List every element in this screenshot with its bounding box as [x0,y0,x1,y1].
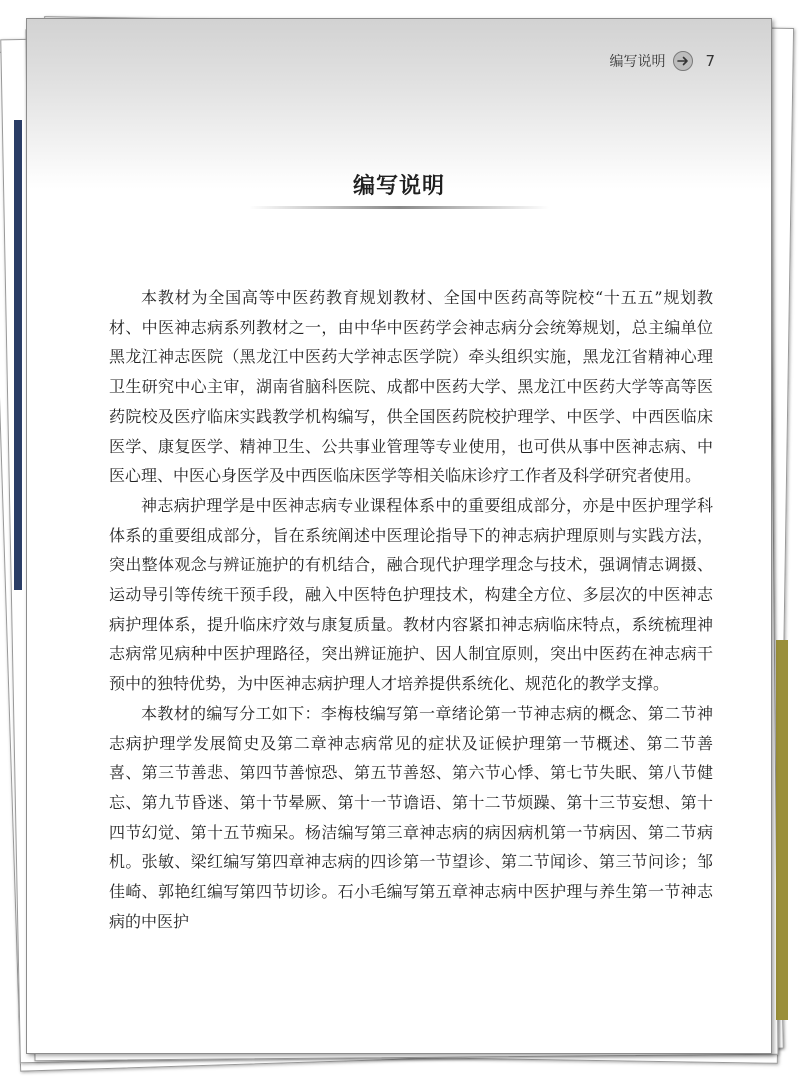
cover-edge [776,640,788,1020]
running-head-title: 编写说明 [609,54,666,70]
body-text [109,283,713,936]
paragraph: 本教材的编写分工如下：李梅枝编写第一章绪论第一节神志病的概念、第二节神志病护理学发展简史及第二章神志病常见的症状及证候护理第一节概述、第二节善喜、第三节善悲、第四节善惊恐、第五节善怒、第六节心悸、第七节失眠、第八节健忘、第九节昏迷、第十节晕厥、第十一节谵语、第十二节烦躁、第十三节妄想、第十四节幻觉、第十五节痴呆。杨洁编写第三章神志病的病因病机第一节病因、第二节病机。张敏、梁红编写第四章神志病的四诊第一节望诊、第二节闻诊、第三节问诊；邹佳崎、郭艳红编写第四节切诊。石小毛编写第五章神志病中医护理与养生第一节神志病的中医护 [109,703,713,931]
page-number: 7 [705,52,715,70]
title-underline [249,206,549,209]
running-head [609,51,715,71]
header-band [27,19,771,189]
title-block [27,169,771,209]
chapter-title: 编写说明 [352,174,445,199]
paragraph: 本教材为全国高等中医药教育规划教材、全国中医药高等院校“十五五”规划教材、中医神志病系列教材之一，由中华中医药学会神志病分会统筹规划，总主编单位黑龙江神志医院（黑龙江中医药大学神志医学院）牵头组织实施，黑龙江省精神心理卫生研究中心主审，湖南省脑科医院、成都中医药大学、黑龙江中医药大学等高等医药院校及医疗临床实践教学机构编写，供全国医药院校护理学、中医学、中西医临床医学、康复医学、精神卫生、公共事业管理等专业使用，也可供从事中医神志病、中医心理、中医心身医学及中西医临床医学等相关临床诊疗工作者及科学研究者使用。 [109,288,713,486]
paragraph: 神志病护理学是中医神志病专业课程体系中的重要组成部分，亦是中医护理学科体系的重要组成部分，旨在系统阐述中医理论指导下的神志病护理原则与实践方法，突出整体观念与辨证施护的有机结合，融合现代护理学理念与技术，强调情志调摄、运动导引等传统干预手段，融入中医特色护理技术，构建全方位、多层次的中医神志病护理体系，提升临床疗效与康复质量。教材内容紧扣神志病临床特点，系统梳理神志病常见病种中医护理路径，突出辨证施护、因人制宜原则，突出中医药在神志病干预中的独特优势，为中医神志病护理人才培养提供系统化、规范化的教学支撑。 [109,495,713,694]
cover-edge [14,120,22,590]
document-page [26,18,772,1054]
arrow-right-icon [673,51,693,71]
